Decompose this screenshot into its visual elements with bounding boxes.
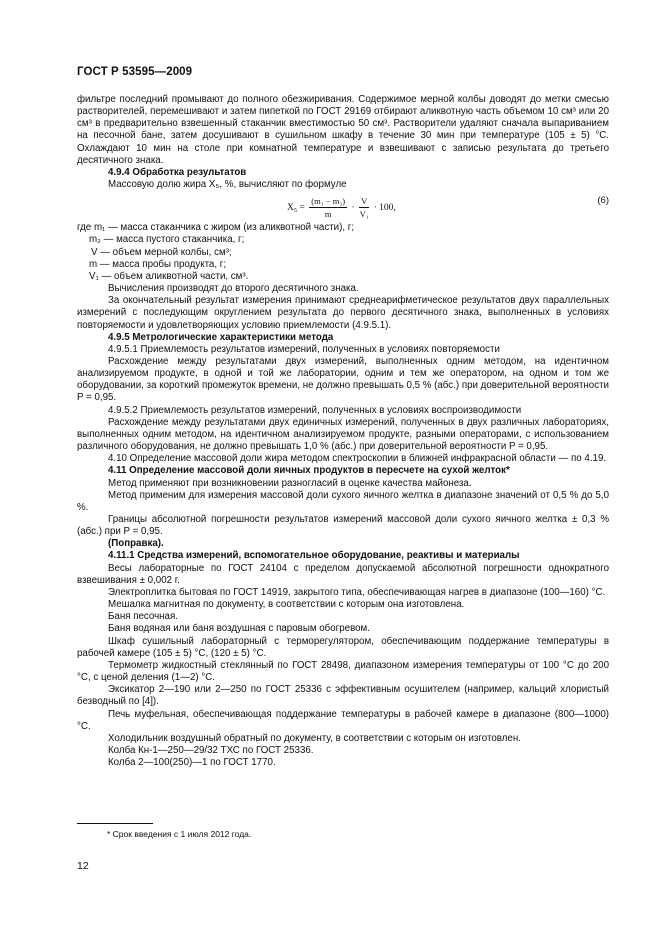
definition-item: где m₁ — масса стаканчика с жиром (из аликвотной части), г; [77,222,355,234]
section-heading: 4.9.4 Обработка результатов [108,166,247,178]
formula-denominator: V₁ [359,209,369,220]
equipment-item: Шкаф сушильный лабораторный с терморегулятором, обеспечивающим поддержание температуры в рабочей камере (105 ± 5) °С, (120 ± 5) °С. [77,635,609,659]
paragraph: Массовую долю жира X₅, %, вычисляют по формуле [108,179,347,191]
equipment-item: Термометр жидкостный стеклянный по ГОСТ 28498, диапазоном измерения температуры от 100 °С до 200 °С, с ценой деления (1—2) °С. [77,659,609,684]
definition-item: m — масса пробы продукта, г; [89,258,227,270]
definition-item: m₂ — масса пустого стаканчика, г; [89,234,245,246]
paragraph: Метод применяют при возникновении разногласий в оценке качества майонеза. [108,477,472,489]
formula-numerator: (m₁ − m₂) [309,195,347,208]
footnote: * Срок введения с 1 июля 2012 года. [107,829,252,839]
equipment-item: Весы лабораторные по ГОСТ 24104 с пределом допускаемой абсолютной погрешности однократного взвешивания ± 0,002 г. [77,562,609,586]
definition-item: V₁ — объем аликвотной части, см³. [89,270,249,282]
section-heading: 4.11.1 Средства измерений, вспомогательное оборудование, реактивы и материалы [108,550,520,562]
equipment-item: Мешалка магнитная по документу, в соответствии с которым она изготовлена. [108,599,465,611]
formula-denominator: m [324,209,332,220]
footnote-divider [77,823,153,824]
formula-fraction-1 [309,195,347,220]
formula-fraction-2 [359,195,369,220]
paragraph: За окончательный результат измерения принимают среднеарифметическое результатов двух параллельных измерений с последующим округлением результата до первого десятичного знака, выполненных в условиях повторяемости и удовлетворяющих условию приемлемости (4.9.5.1). [77,295,609,331]
equipment-item: Колба Кн-1—250—29/32 ТХС по ГОСТ 25336. [108,744,314,756]
equipment-item: Эксикатор 2—190 или 2—250 по ГОСТ 25336 с эффективным осушителем (например, кальций хлористый безводный по [4]). [77,684,609,708]
paragraph: Вычисления производят до второго десятичного знака. [108,283,359,295]
page-header: ГОСТ Р 53595—2009 [77,66,193,78]
formula-numerator: V [359,195,369,208]
paragraph: Метод применим для измерения массовой доли сухого яичного желтка в диапазоне значений от 0,5 % до 5,0 %. [77,489,609,513]
amendment-note: (Поправка). [108,538,164,550]
formula-dot: · [351,203,355,214]
paragraph: 4.10 Определение массовой доли жира методом спектроскопии в ближней инфракрасной области — по 4.19. [108,453,607,465]
formula-lhs: X₅ = [287,203,305,214]
formula-number: (6) [597,195,609,207]
paragraph: фильтре последний промывают до полного обезжиривания. Содержимое мерной колбы доводят до метки смесью растворителей, перемешивают и затем пипеткой по ГОСТ 29169 отбирают аликвотную часть объемом 10 см³ или 20 см³ в предварительно взвешенный стаканчик вместимостью 50 см³. Растворители удаляют сначала выпариванием на песочной бане, затем досушивают в сушильном шкафу в течение 30 мин при температуре (105 ± 5) °С. Охлаждают 10 мин на столе при комнатной температуре и взвешивают с записью результата до третьего десятичного знака. [77,94,609,166]
equipment-item: Холодильник воздушный обратный по документу, в соответствии с которым он изготовлен. [108,732,521,744]
subsection-heading: 4.9.5.2 Приемлемость результатов измерений, полученных в условиях воспроизводимости [108,404,522,416]
equipment-item: Печь муфельная, обеспечивающая поддержание температуры в рабочей камере в диапазоне (800—1000) °С. [77,708,609,732]
definitions-list [77,222,609,283]
subsection-heading: 4.9.5.1 Приемлемость результатов измерений, полученных в условиях повторяемости [108,343,500,355]
paragraph: Расхождение между результатами двух единичных измерений, полученных в двух различных лабораториях, выполненных одним методом, на идентичном анализируемом продукте, разными операторами, с использованием различного оборудования, не должно превышать 1,0 % (абс.) при доверительной вероятности P = 0,95. [77,416,609,453]
formula-block [77,193,609,221]
equipment-item: Баня водяная или баня воздушная с паровым обогревом. [108,623,370,635]
paragraph: Расхождение между результатами двух измерений, выполненных одним методом, на идентичном анализируемом продукте, в одной и той же лаборатории, одним и тем же оператором, на одном и том же оборудовании, за короткий промежуток времени, не должно превышать 0,5 % (абс.) при доверительной вероятности P = 0,95. [77,355,610,404]
equipment-item: Электроплитка бытовая по ГОСТ 14919, закрытого типа, обеспечивающая нагрев в диапазоне (100—160) °С. [108,586,606,598]
page-number: 12 [77,860,89,872]
section-heading: 4.9.5 Метрологические характеристики метода [108,331,334,343]
paragraph: Границы абсолютной погрешности результатов измерений массовой доли сухого яичного желтка ± 0,3 % (абс.) при P = 0,95. [77,514,609,538]
section-heading: 4.11 Определение массовой доли яичных продуктов в пересчете на сухой желток* [108,465,510,477]
formula [287,195,396,220]
equipment-item: Баня песочная. [108,611,178,623]
formula-tail: · 100, [373,203,396,214]
equipment-item: Колба 2—100(250)—1 по ГОСТ 1770. [108,757,276,769]
definition-item: V — объем мерной колбы, см³; [91,246,232,258]
page-body [77,94,609,769]
